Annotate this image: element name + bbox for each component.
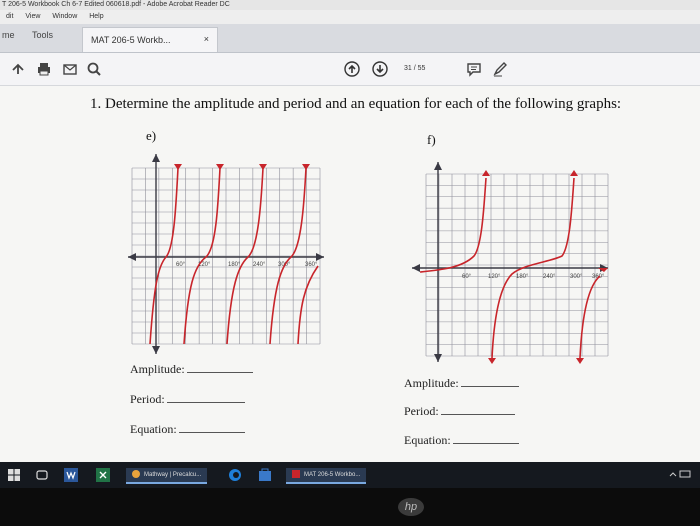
graph-f-arrow-icon	[598, 268, 608, 272]
close-icon[interactable]: ×	[203, 34, 209, 44]
menu-edit[interactable]: dit	[6, 13, 14, 20]
graph-f-x-arrow-left-icon	[412, 264, 420, 272]
graph-f-y-arrow-icon	[434, 162, 442, 170]
email-icon[interactable]	[62, 61, 78, 77]
store-icon[interactable]	[258, 468, 272, 482]
graph-f-tick: 60°	[462, 274, 472, 280]
edge-icon[interactable]	[228, 468, 242, 482]
chrome-icon	[132, 470, 140, 478]
graph-e	[128, 154, 324, 354]
graph-e-arrow-icon	[174, 164, 182, 170]
graphs	[0, 86, 700, 462]
taskbar-app-mathway[interactable]	[126, 468, 207, 484]
graph-f	[412, 162, 608, 364]
graph-f-tick: 180°	[516, 274, 529, 280]
graph-f-tick: 300°	[570, 274, 583, 280]
print-icon[interactable]	[36, 61, 52, 77]
graph-e-tick: 300°	[278, 262, 291, 268]
graph-f-label: f)	[427, 132, 436, 147]
graph-f-period-field[interactable]	[404, 404, 515, 419]
question-text: 1. Determine the amplitude and period and an equation for each of the following graphs:	[90, 96, 622, 112]
pdf-page	[0, 86, 700, 462]
graph-e-label: e)	[146, 128, 157, 143]
graph-e-amplitude-blank[interactable]	[187, 362, 253, 373]
menu-window[interactable]: Window	[52, 13, 78, 20]
menu-view[interactable]: View	[25, 13, 41, 20]
graph-f-y-arrow-down-icon	[434, 354, 442, 362]
page-up-icon[interactable]	[344, 61, 360, 77]
pen-icon[interactable]	[492, 61, 508, 77]
tab-tools[interactable]: Tools	[32, 30, 54, 40]
graph-f-equation-blank[interactable]	[453, 433, 519, 444]
search-icon[interactable]	[86, 61, 102, 77]
page-indicator[interactable]	[404, 65, 425, 72]
graph-f-arrow-icon	[576, 358, 584, 364]
graph-f-tick: 120°	[488, 274, 501, 280]
graph-f-grid	[426, 174, 608, 356]
tab-home[interactable]: me	[2, 30, 15, 40]
graph-f-amplitude-field[interactable]	[404, 376, 519, 391]
taskbar-app-acrobat-label: MAT 206-5 Workbo...	[304, 472, 361, 478]
graph-e-arrow-icon	[259, 164, 267, 170]
graph-f-arrow-icon	[570, 170, 578, 176]
graph-e-tick: 360°	[305, 262, 318, 268]
graph-e-amplitude-field[interactable]	[130, 362, 253, 377]
excel-icon[interactable]	[96, 468, 110, 482]
graph-f-amplitude-label: Amplitude:	[404, 376, 459, 390]
graph-f-branch	[580, 276, 600, 358]
task-view-icon[interactable]	[36, 469, 48, 481]
window-title: T 206-5 Workbook Ch 6-7 Edited 060618.pdf - Adobe Acrobat Reader DC	[0, 0, 700, 10]
graph-e-tick: 60°	[176, 262, 186, 268]
graph-f-tick: 360°	[592, 274, 605, 280]
word-icon[interactable]	[64, 468, 78, 482]
graph-e-tick: 240°	[253, 262, 266, 268]
menu-bar	[0, 10, 700, 24]
page-current[interactable]: 31	[404, 65, 412, 72]
graph-e-arrow-icon	[302, 164, 310, 170]
graph-f-branch	[420, 178, 486, 272]
graph-e-period-label: Period:	[130, 392, 165, 406]
graph-f-equation-label: Equation:	[404, 433, 451, 447]
hp-logo: hp	[398, 498, 424, 516]
graph-e-y-arrow-down-icon	[152, 346, 160, 354]
graph-e-tick: 180°	[228, 262, 241, 268]
graph-f-ticks	[462, 274, 605, 280]
tab-document[interactable]	[82, 27, 218, 52]
graph-f-arrow-icon	[488, 358, 496, 364]
windows-start-icon[interactable]	[8, 469, 20, 481]
graph-f-period-blank[interactable]	[441, 404, 515, 415]
comment-icon[interactable]	[466, 61, 482, 77]
graph-e-equation-blank[interactable]	[179, 422, 245, 433]
share-icon[interactable]	[10, 61, 26, 77]
tab-bar	[0, 24, 700, 53]
taskbar	[0, 462, 700, 488]
graph-f-period-label: Period:	[404, 404, 439, 418]
graph-e-y-arrow-icon	[152, 154, 160, 162]
graph-e-equation-label: Equation:	[130, 422, 177, 436]
page-down-icon[interactable]	[372, 61, 388, 77]
graph-e-tick: 120°	[198, 262, 211, 268]
system-tray-icon[interactable]	[668, 469, 692, 479]
laptop-bezel	[0, 488, 700, 526]
graph-e-amplitude-label: Amplitude:	[130, 362, 185, 376]
graph-f-amplitude-blank[interactable]	[461, 376, 519, 387]
graph-f-equation-field[interactable]	[404, 433, 519, 448]
graph-f-arrow-icon	[482, 170, 490, 176]
taskbar-app-acrobat[interactable]	[286, 468, 366, 484]
graph-e-equation-field[interactable]	[130, 422, 245, 437]
toolbar	[0, 53, 700, 86]
pdf-icon	[292, 470, 300, 478]
graph-e-arrow-icon	[216, 164, 224, 170]
graph-e-period-field[interactable]	[130, 392, 245, 407]
page-total: / 55	[413, 65, 426, 72]
graph-f-tick: 240°	[543, 274, 556, 280]
menu-help[interactable]: Help	[89, 13, 104, 20]
tab-document-label: MAT 206-5 Workb...	[91, 35, 171, 45]
taskbar-app-mathway-label: Mathway | Precalcu...	[144, 472, 202, 478]
graph-e-period-blank[interactable]	[167, 392, 245, 403]
